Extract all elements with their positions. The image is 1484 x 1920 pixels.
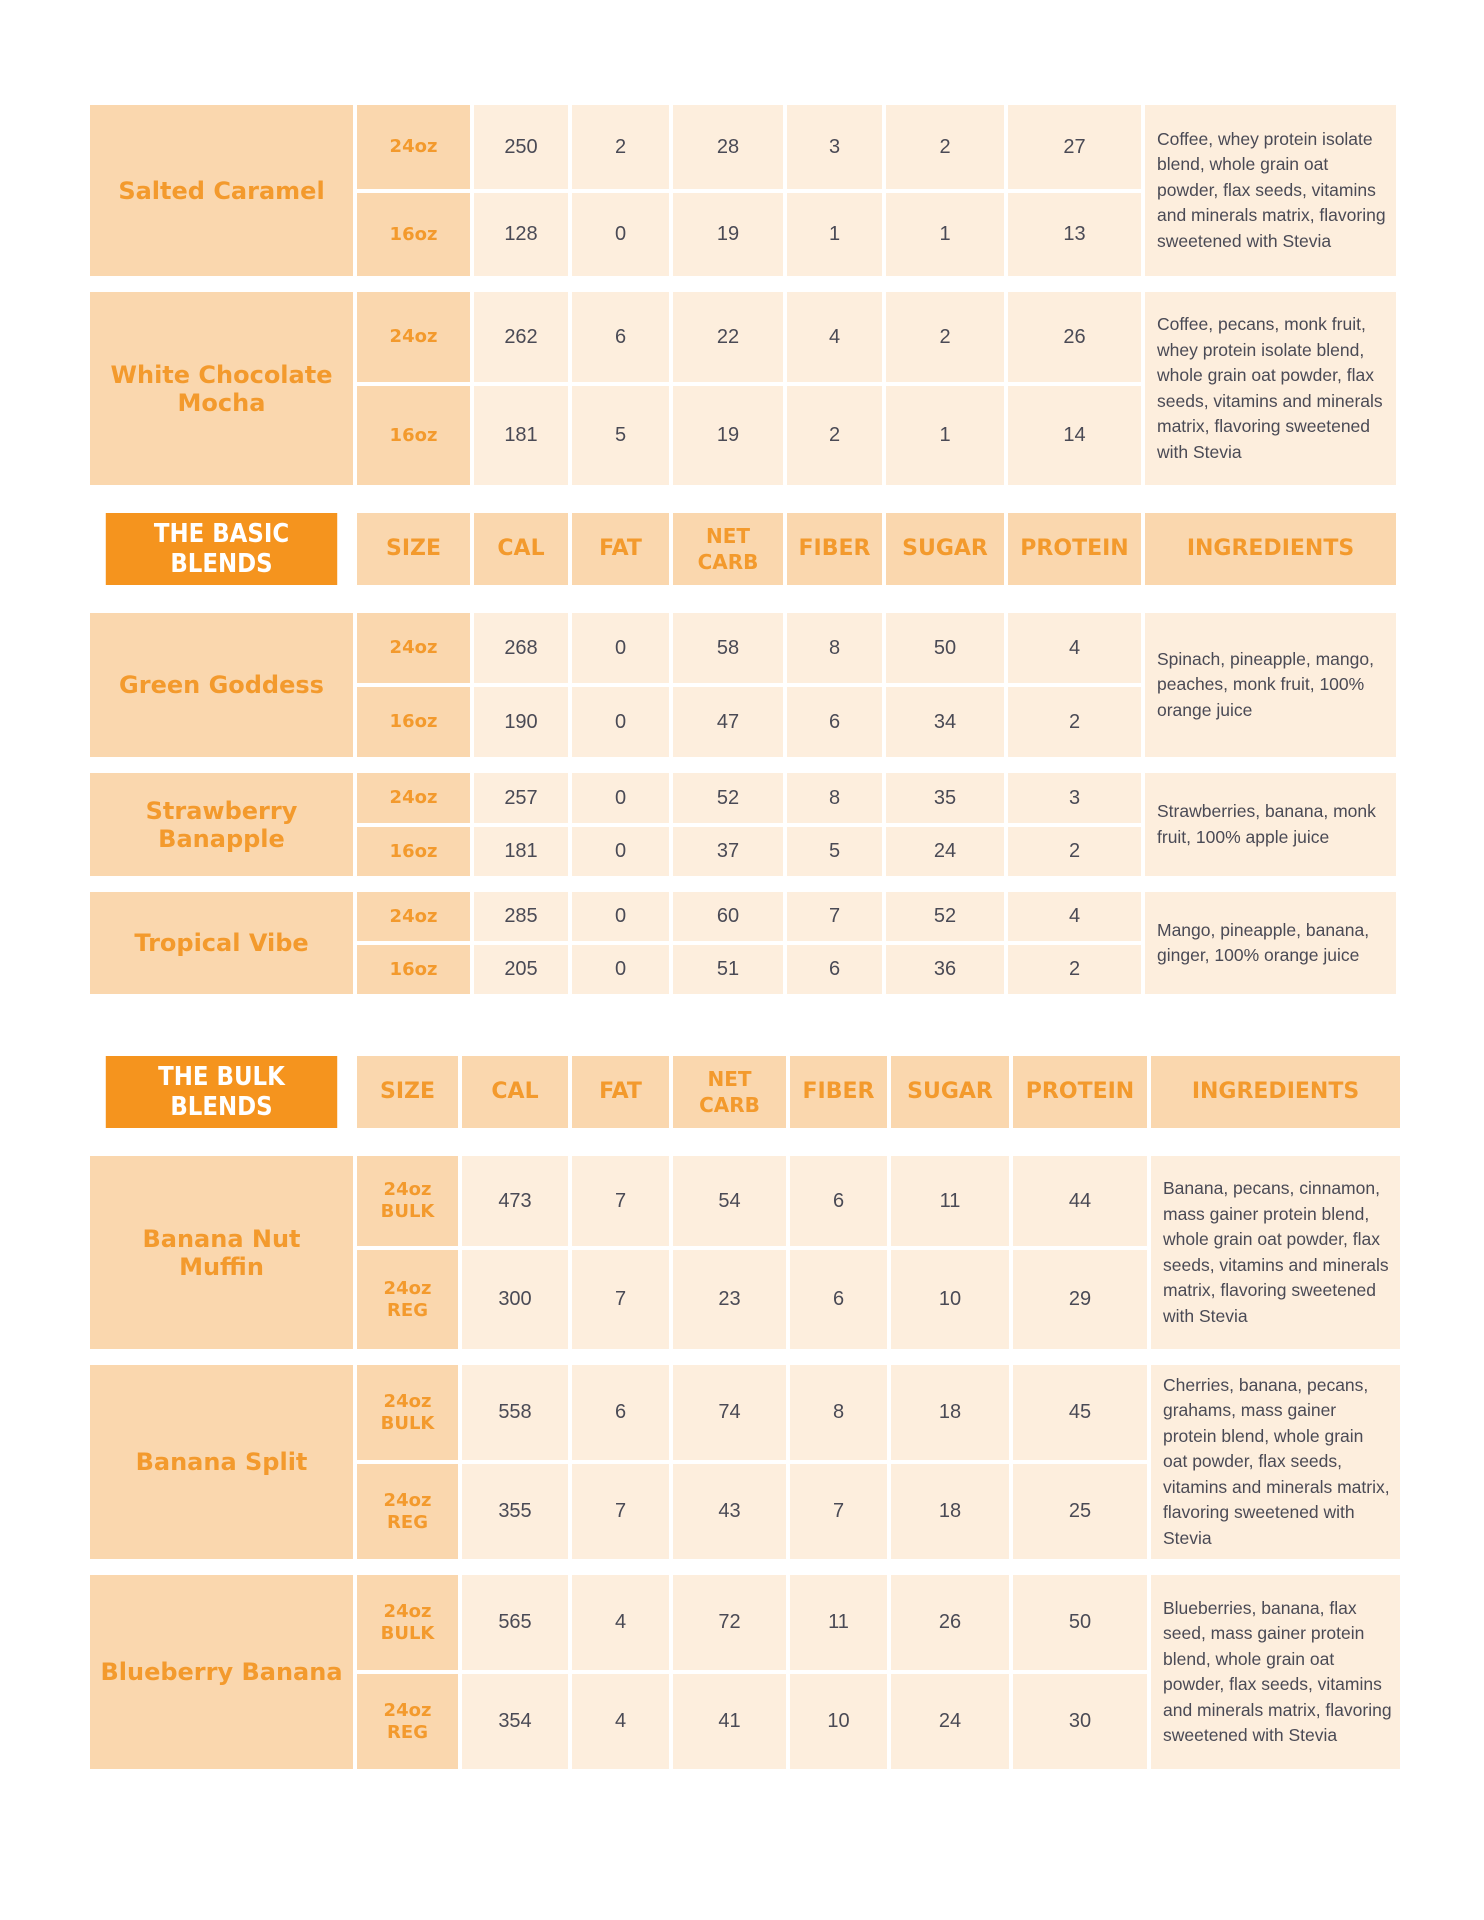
ingredients-cell: Coffee, whey protein isolate blend, whole grain oat powder, flax seeds, vitamins and minerals matrix, flavoring sweetened with Stevia <box>1145 105 1396 276</box>
size-cell: 24oz REG <box>357 1464 458 1559</box>
fat-cell: 7 <box>572 1464 669 1559</box>
fat-cell: 2 <box>572 105 669 189</box>
cal-cell: 285 <box>474 892 568 941</box>
cal-cell: 558 <box>462 1365 568 1460</box>
cal-cell: 262 <box>474 292 568 382</box>
cal-cell: 354 <box>462 1674 568 1769</box>
header-fiber: FIBER <box>787 513 882 585</box>
header-cal: CAL <box>462 1056 568 1128</box>
protein-cell: 3 <box>1008 773 1141 823</box>
ingredients-cell: Cherries, banana, pecans, grahams, mass gainer protein blend, whole grain oat powder, flax seeds, vitamins and minerals matrix, flavoring sweetened with Stevia <box>1151 1365 1400 1559</box>
cal-cell: 181 <box>474 386 568 485</box>
table-row <box>90 613 1396 683</box>
product-name: Banana Nut Muffin <box>90 1156 353 1349</box>
header-fat: FAT <box>572 1056 669 1128</box>
fiber-cell: 8 <box>787 613 882 683</box>
fat-cell: 0 <box>572 945 669 994</box>
cal-cell: 128 <box>474 193 568 276</box>
product-name: Blueberry Banana <box>90 1575 353 1769</box>
protein-cell: 26 <box>1008 292 1141 382</box>
cal-cell: 268 <box>474 613 568 683</box>
fat-cell: 0 <box>572 827 669 876</box>
cal-cell: 181 <box>474 827 568 876</box>
nutrition-sheet <box>90 101 1392 1773</box>
sugar-cell: 52 <box>886 892 1004 941</box>
header-fiber: FIBER <box>790 1056 887 1128</box>
net-carb-cell: 37 <box>673 827 783 876</box>
net-carb-cell: 22 <box>673 292 783 382</box>
cal-cell: 250 <box>474 105 568 189</box>
size-cell: 24oz <box>357 773 470 823</box>
section-title-basic-blends: THE BASIC BLENDS <box>106 513 337 585</box>
size-cell: 24oz BULK <box>357 1156 458 1246</box>
size-cell: 24oz <box>357 292 470 382</box>
fat-cell: 4 <box>572 1575 669 1670</box>
protein-cell: 13 <box>1008 193 1141 276</box>
cal-cell: 257 <box>474 773 568 823</box>
sugar-cell: 1 <box>886 386 1004 485</box>
product-name: Strawberry Banapple <box>90 773 353 876</box>
size-cell: 24oz <box>357 105 470 189</box>
fiber-cell: 3 <box>787 105 882 189</box>
sugar-cell: 2 <box>886 105 1004 189</box>
size-cell: 16oz <box>357 386 470 485</box>
header-protein: PROTEIN <box>1013 1056 1147 1128</box>
sugar-cell: 2 <box>886 292 1004 382</box>
net-carb-cell: 23 <box>673 1250 786 1349</box>
net-carb-cell: 47 <box>673 687 783 757</box>
net-carb-cell: 19 <box>673 386 783 485</box>
fiber-cell: 6 <box>787 687 882 757</box>
cal-cell: 565 <box>462 1575 568 1670</box>
fiber-cell: 7 <box>787 892 882 941</box>
size-cell: 16oz <box>357 827 470 876</box>
fiber-cell: 7 <box>790 1464 887 1559</box>
table-row <box>90 892 1396 941</box>
size-cell: 24oz <box>357 613 470 683</box>
ingredients-cell: Coffee, pecans, monk fruit, whey protein isolate blend, whole grain oat powder, flax seeds, vitamins and minerals matrix, flavoring sweetened with Stevia <box>1145 292 1396 485</box>
fat-cell: 0 <box>572 613 669 683</box>
header-net-carb: NET CARB <box>673 1056 786 1128</box>
protein-cell: 4 <box>1008 613 1141 683</box>
table-row <box>90 1156 1400 1246</box>
size-cell: 16oz <box>357 945 470 994</box>
table-row <box>90 773 1396 823</box>
size-cell: 16oz <box>357 687 470 757</box>
fat-cell: 7 <box>572 1250 669 1349</box>
sugar-cell: 34 <box>886 687 1004 757</box>
header-protein: PROTEIN <box>1008 513 1141 585</box>
section-title-bulk-blends: THE BULK BLENDS <box>106 1056 337 1128</box>
fat-cell: 6 <box>572 292 669 382</box>
net-carb-cell: 72 <box>673 1575 786 1670</box>
protein-cell: 29 <box>1013 1250 1147 1349</box>
header-sugar: SUGAR <box>886 513 1004 585</box>
sugar-cell: 1 <box>886 193 1004 276</box>
size-cell: 16oz <box>357 193 470 276</box>
table-row <box>90 105 1396 189</box>
protein-cell: 25 <box>1013 1464 1147 1559</box>
product-name: Salted Caramel <box>90 105 353 276</box>
fat-cell: 4 <box>572 1674 669 1769</box>
net-carb-cell: 43 <box>673 1464 786 1559</box>
header-net-carb: NET CARB <box>673 513 783 585</box>
header-ingredients: INGREDIENTS <box>1151 1056 1400 1128</box>
sugar-cell: 18 <box>891 1365 1009 1460</box>
table-row <box>90 1365 1400 1460</box>
net-carb-cell: 19 <box>673 193 783 276</box>
sugar-cell: 36 <box>886 945 1004 994</box>
net-carb-cell: 54 <box>673 1156 786 1246</box>
fiber-cell: 2 <box>787 386 882 485</box>
bulk-blends-table <box>86 1052 1404 1773</box>
protein-cell: 44 <box>1013 1156 1147 1246</box>
header-sugar: SUGAR <box>891 1056 1009 1128</box>
header-fat: FAT <box>572 513 669 585</box>
net-carb-cell: 60 <box>673 892 783 941</box>
protein-cell: 45 <box>1013 1365 1147 1460</box>
size-cell: 24oz REG <box>357 1674 458 1769</box>
ingredients-cell: Banana, pecans, cinnamon, mass gainer protein blend, whole grain oat powder, flax seeds, vitamins and minerals matrix, flavoring sweetened with Stevia <box>1151 1156 1400 1349</box>
protein-cell: 50 <box>1013 1575 1147 1670</box>
net-carb-cell: 41 <box>673 1674 786 1769</box>
bulk-blends-header-row <box>90 1056 1400 1128</box>
sugar-cell: 50 <box>886 613 1004 683</box>
fiber-cell: 11 <box>790 1575 887 1670</box>
basic-blends-header-row <box>90 513 1396 585</box>
sugar-cell: 24 <box>886 827 1004 876</box>
fiber-cell: 6 <box>790 1156 887 1246</box>
fiber-cell: 1 <box>787 193 882 276</box>
size-cell: 24oz BULK <box>357 1575 458 1670</box>
net-carb-cell: 74 <box>673 1365 786 1460</box>
fat-cell: 0 <box>572 773 669 823</box>
fat-cell: 5 <box>572 386 669 485</box>
header-size: SIZE <box>357 1056 458 1128</box>
net-carb-cell: 58 <box>673 613 783 683</box>
product-name: Green Goddess <box>90 613 353 757</box>
ingredients-cell: Strawberries, banana, monk fruit, 100% apple juice <box>1145 773 1396 876</box>
cal-cell: 205 <box>474 945 568 994</box>
protein-cell: 2 <box>1008 945 1141 994</box>
ingredients-cell: Mango, pineapple, banana, ginger, 100% orange juice <box>1145 892 1396 994</box>
fiber-cell: 10 <box>790 1674 887 1769</box>
fat-cell: 6 <box>572 1365 669 1460</box>
table-row <box>90 292 1396 382</box>
fiber-cell: 8 <box>787 773 882 823</box>
fat-cell: 7 <box>572 1156 669 1246</box>
sugar-cell: 35 <box>886 773 1004 823</box>
fiber-cell: 5 <box>787 827 882 876</box>
size-cell: 24oz BULK <box>357 1365 458 1460</box>
sugar-cell: 11 <box>891 1156 1009 1246</box>
net-carb-cell: 52 <box>673 773 783 823</box>
fiber-cell: 8 <box>790 1365 887 1460</box>
header-cal: CAL <box>474 513 568 585</box>
net-carb-cell: 51 <box>673 945 783 994</box>
protein-cell: 30 <box>1013 1674 1147 1769</box>
sugar-cell: 18 <box>891 1464 1009 1559</box>
sugar-cell: 24 <box>891 1674 1009 1769</box>
fat-cell: 0 <box>572 687 669 757</box>
product-name: Banana Split <box>90 1365 353 1559</box>
size-cell: 24oz REG <box>357 1250 458 1349</box>
fiber-cell: 4 <box>787 292 882 382</box>
protein-cell: 4 <box>1008 892 1141 941</box>
net-carb-cell: 28 <box>673 105 783 189</box>
sugar-cell: 26 <box>891 1575 1009 1670</box>
protein-cell: 2 <box>1008 687 1141 757</box>
sugar-cell: 10 <box>891 1250 1009 1349</box>
fiber-cell: 6 <box>790 1250 887 1349</box>
cal-cell: 300 <box>462 1250 568 1349</box>
product-name: Tropical Vibe <box>90 892 353 994</box>
header-ingredients: INGREDIENTS <box>1145 513 1396 585</box>
cal-cell: 355 <box>462 1464 568 1559</box>
coffee-blends-table <box>86 101 1400 998</box>
protein-cell: 14 <box>1008 386 1141 485</box>
protein-cell: 2 <box>1008 827 1141 876</box>
fat-cell: 0 <box>572 193 669 276</box>
cal-cell: 473 <box>462 1156 568 1246</box>
table-row <box>90 1575 1400 1670</box>
product-name: White Chocolate Mocha <box>90 292 353 485</box>
protein-cell: 27 <box>1008 105 1141 189</box>
ingredients-cell: Spinach, pineapple, mango, peaches, monk fruit, 100% orange juice <box>1145 613 1396 757</box>
cal-cell: 190 <box>474 687 568 757</box>
fat-cell: 0 <box>572 892 669 941</box>
fiber-cell: 6 <box>787 945 882 994</box>
header-size: SIZE <box>357 513 470 585</box>
ingredients-cell: Blueberries, banana, flax seed, mass gainer protein blend, whole grain oat powder, flax seeds, vitamins and minerals matrix, flavoring sweetened with Stevia <box>1151 1575 1400 1769</box>
size-cell: 24oz <box>357 892 470 941</box>
